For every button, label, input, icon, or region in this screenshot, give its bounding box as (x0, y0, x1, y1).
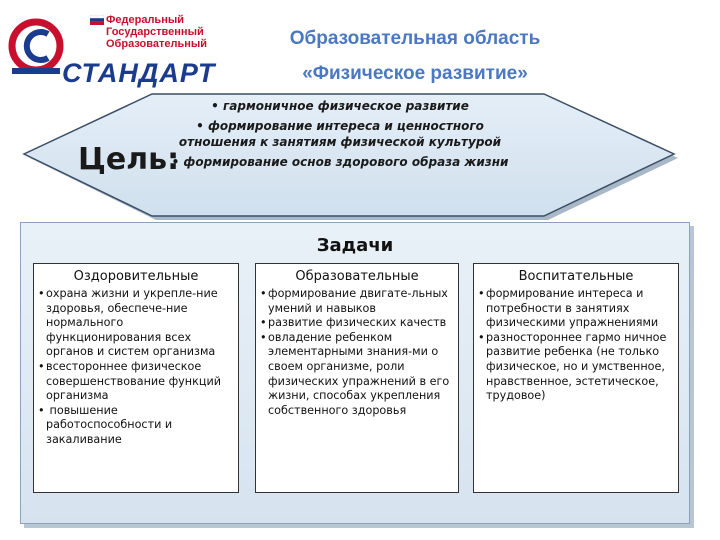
task-card-heading: Воспитательные (518, 269, 634, 284)
list-item: • охрана жизни и укрепле-ние здоровья, обеспече-ние нормального функционирования всех органов и систем организма (38, 287, 234, 360)
task-card-list (256, 287, 458, 418)
goal-item: • формирование интереса и ценностного отношения к занятиям физической культурой (160, 118, 520, 150)
list-item: • формирование двигате-льных умений и навыков (260, 287, 454, 316)
task-card-heading: Образовательные (295, 269, 419, 284)
list-item: • всестороннее физическое совершенствование функций организма (38, 360, 234, 404)
tasks-title: Задачи (316, 235, 394, 256)
task-card-health (33, 263, 239, 493)
slide-title-line1: Образовательная область (289, 28, 541, 49)
logo-line-1: Федеральный (106, 14, 184, 26)
list-item: • овладение ребенком элементарными знания-ми о своем организме, роли физических упражнений в его жизни, способах укрепления собственного здоровья (260, 331, 454, 419)
task-card-education (255, 263, 459, 493)
goal-label: Цель: (78, 142, 180, 177)
fgos-logo (8, 12, 216, 88)
logo-name: СТАНДАРТ (62, 58, 216, 88)
goal-item: • гармоничное физическое развитие (160, 98, 520, 114)
goal-list (160, 98, 520, 174)
goal-item: • формирование основ здорового образа жизни (160, 154, 520, 170)
task-card-heading: Оздоровительные (73, 269, 199, 284)
task-card-upbringing (473, 263, 679, 493)
list-item: • развитие физических качеств (260, 316, 454, 331)
tasks-panel (20, 222, 690, 524)
goal-panel (0, 90, 720, 222)
task-card-list (34, 287, 238, 448)
task-card-list (474, 287, 678, 404)
fgos-emblem-icon (8, 12, 68, 82)
list-item: • формирование интереса и потребности в занятиях физическими упражнениями (478, 287, 674, 331)
logo-line-2: Государственный (106, 26, 204, 38)
list-item: • разностороннее гармо ничное развитие ребенка (не только физическое, но и умственное, нравственное, эстетическое, трудовое) (478, 331, 674, 404)
list-item: • повышение работоспособности и закаливание (38, 404, 234, 448)
slide-title-line2: «Физическое развитие» (302, 63, 528, 84)
russian-flag-icon (90, 15, 104, 25)
logo-line-3: Образовательный (106, 38, 208, 50)
